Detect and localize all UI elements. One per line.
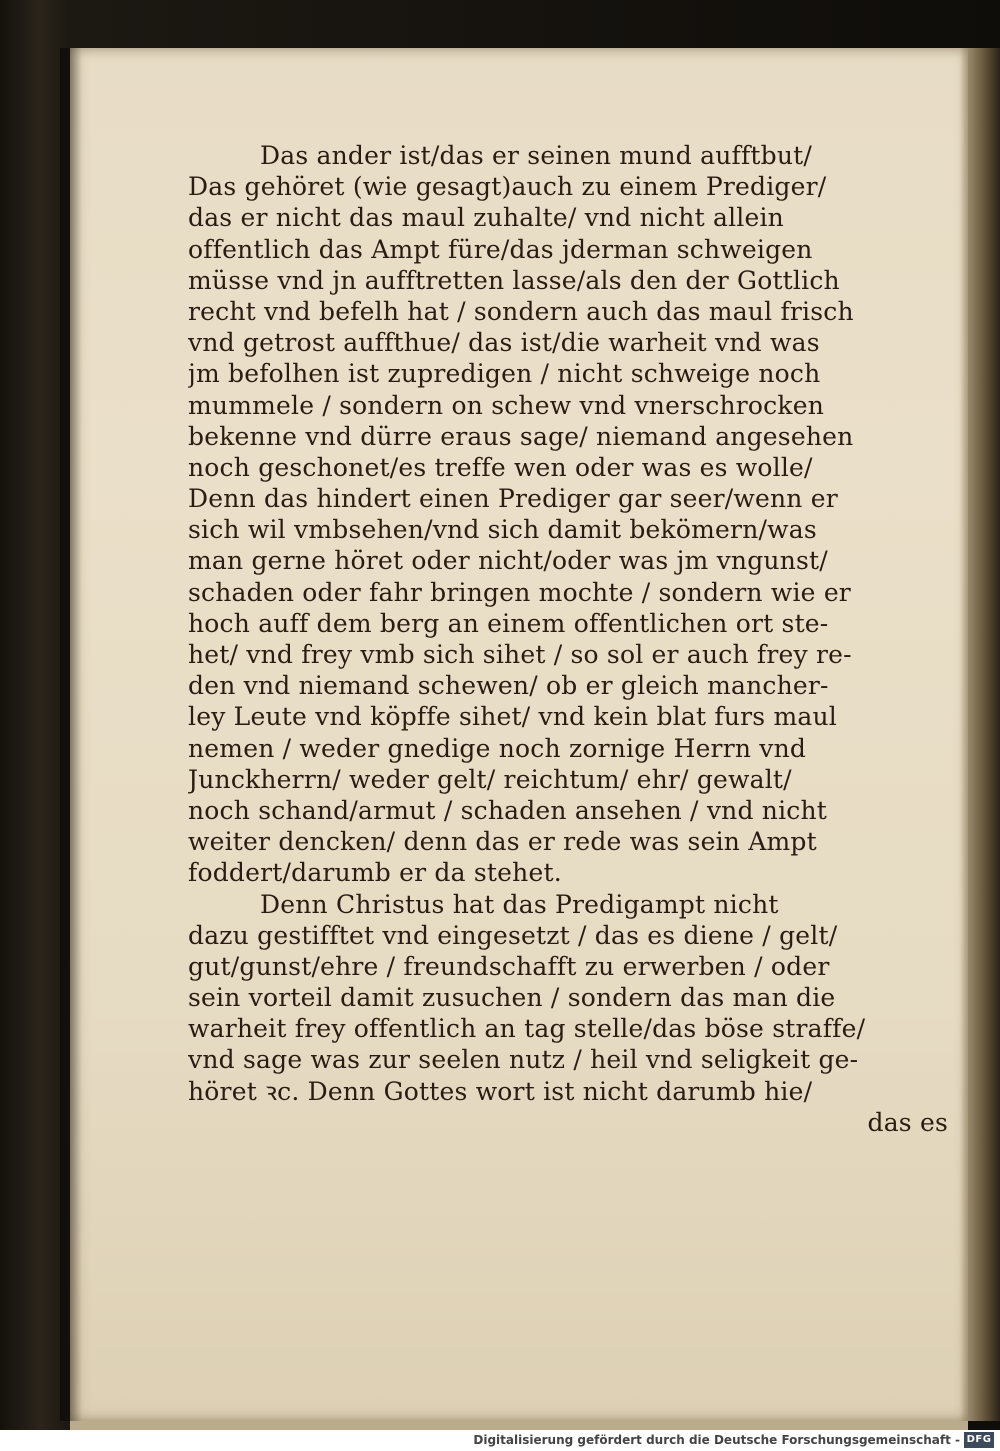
text-line: noch geschonet/es treffe wen oder was es wolle/	[188, 452, 813, 482]
footer-credit: Digitalisierung gefördert durch die Deutsche Forschungsgemeinschaft -	[473, 1433, 960, 1447]
text-line: vnd sage was zur seelen nutz / heil vnd seligkeit ge-	[188, 1045, 859, 1075]
text-line: offentlich das Ampt füre/das jderman schweigen	[188, 234, 813, 264]
text-line: sein vorteil damit zusuchen / sondern das man die	[188, 983, 836, 1013]
next-page-edge	[968, 48, 1000, 1421]
text-line: warheit frey offentlich an tag stelle/das böse straffe/	[188, 1014, 866, 1044]
footer-bar	[0, 1430, 1000, 1451]
text-line: man gerne höret oder nicht/oder was jm vngunst/	[188, 546, 828, 576]
text-line: das er nicht das maul zuhalte/ vnd nicht allein	[188, 203, 784, 233]
dfg-logo: DFG	[964, 1432, 994, 1448]
text-line: vnd getrost auffthue/ das ist/die warheit vnd was	[188, 328, 820, 358]
text-line: nemen / weder gnedige noch zornige Herrn vnd	[188, 733, 807, 763]
text-line: müsse vnd jn aufftretten lasse/als den der Gottlich	[188, 265, 840, 295]
text-line: foddert/darumb er da stehet.	[188, 858, 562, 888]
text-line: Das ander ist/das er seinen mund aufftbut/	[260, 141, 813, 170]
binding-shadow	[60, 48, 82, 1421]
text-line: das es	[867, 1107, 948, 1137]
text-line: höret ꝛc. Denn Gottes wort ist nicht darumb hie/	[188, 1076, 813, 1106]
text-line: den vnd niemand schewen/ ob er gleich mancher-	[188, 671, 829, 701]
text-line: bekenne vnd dürre eraus sage/ niemand angesehen	[188, 421, 854, 451]
page-bottom-edge	[70, 1421, 968, 1430]
text-line: Junckherrn/ weder gelt/ reichtum/ ehr/ gewalt/	[188, 764, 792, 794]
text-line: sich wil vmbsehen/vnd sich damit bekömern/was	[188, 515, 817, 545]
text-line: gut/gunst/ehre / freundschafft zu erwerben / oder	[188, 951, 830, 981]
text-line: hoch auff dem berg an einem offentlichen ort ste-	[188, 608, 829, 638]
page-edge-shadow	[960, 48, 968, 1421]
text-line: recht vnd befelh hat / sondern auch das maul frisch	[188, 296, 854, 326]
text-line: weiter dencken/ denn das er rede was sein Ampt	[188, 827, 817, 857]
text-line: jm befolhen ist zupredigen / nicht schweige noch	[188, 359, 821, 389]
text-line: Denn das hindert einen Prediger gar seer/wenn er	[188, 484, 838, 514]
text-line: dazu gestifftet vnd eingesetzt / das es diene / gelt/	[188, 920, 838, 950]
text-line: ley Leute vnd köpffe sihet/ vnd kein blat furs maul	[188, 702, 837, 732]
text-line: noch schand/armut / schaden ansehen / vnd nicht	[188, 795, 828, 825]
text-line: Das gehöret (wie gesagt)auch zu einem Prediger/	[188, 172, 827, 202]
text-line: schaden oder fahr bringen mochte / sondern wie er	[188, 577, 851, 607]
text-line: het/ vnd frey vmb sich sihet / so sol er auch frey re-	[188, 640, 852, 669]
text-line: Denn Christus hat das Predigampt nicht	[260, 889, 779, 919]
page-text	[188, 140, 948, 1138]
text-line: mummele / sondern on schew vnd vnerschrocken	[188, 390, 824, 420]
